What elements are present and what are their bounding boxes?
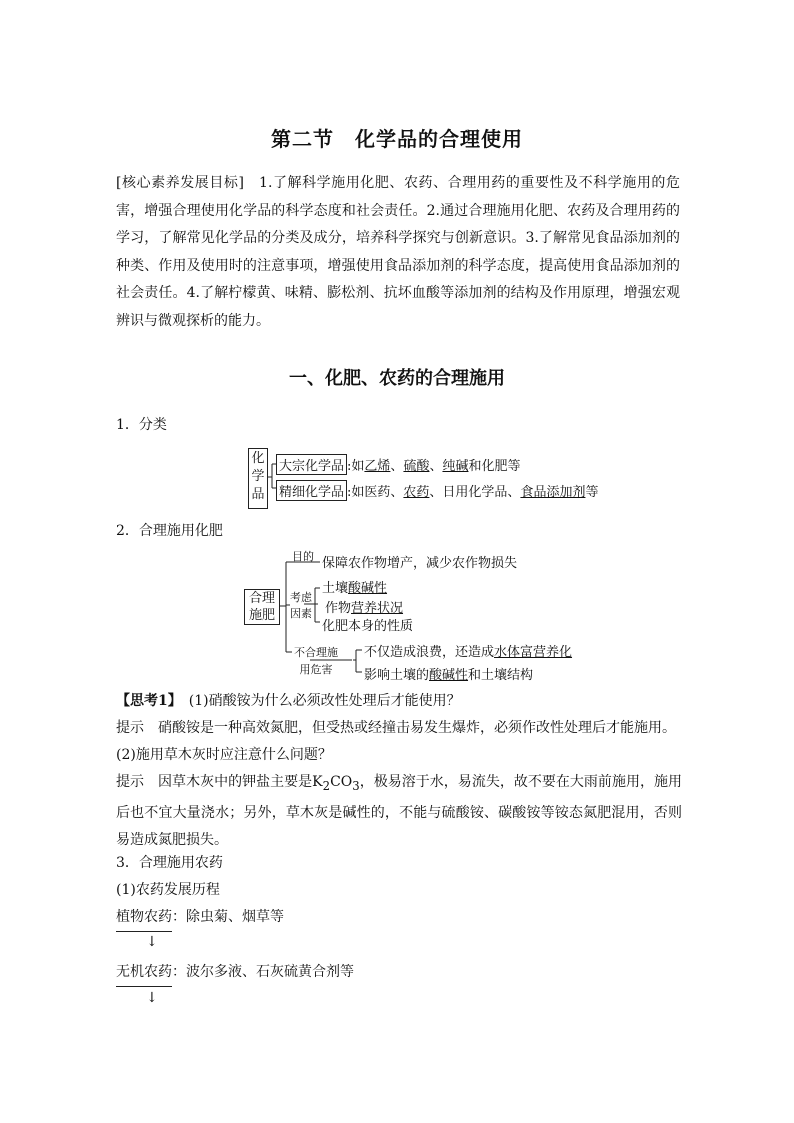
text: 不仅造成浪费，还造成 (364, 645, 495, 660)
text: ：波尔多液、石灰硫黄合剂等 (172, 964, 354, 980)
text: :如 (347, 459, 365, 474)
harm-waste (364, 641, 572, 660)
root-char: 品 (251, 487, 265, 502)
goal-label: [核心素养发展目标] (116, 175, 244, 191)
purpose-text: 保障农作物增产，减少农作物损失 (322, 556, 518, 571)
pesticide-history-heading: (1)农药发展历程 (116, 882, 220, 898)
fine-chemicals-label: 精细化学品 (276, 480, 347, 501)
text: 食品添加剂 (520, 485, 586, 500)
text: 乙烯 (364, 459, 391, 474)
bulk-chemicals-label: 大宗化学品 (276, 454, 347, 475)
text: ：除虫菊、烟草等 (172, 909, 284, 925)
factor-soil (322, 577, 387, 596)
think-answer-1 (116, 715, 682, 742)
text: 用危害 (299, 663, 333, 676)
page-title: 第二节 化学品的合理使用 (271, 127, 523, 151)
text: 土壤 (322, 581, 349, 596)
text: 影响土壤的 (364, 668, 430, 683)
think-question-2: (2)施用草木灰时应注意什么问题？ (116, 747, 332, 763)
text: 2 (322, 778, 331, 793)
text: 作物 (325, 601, 352, 616)
text: 等 (585, 485, 599, 500)
tip-label: 提示 (116, 720, 144, 736)
item-classification: 1．分类 (116, 417, 167, 433)
text: CO (330, 774, 353, 790)
text: 和化肥等 (468, 459, 521, 474)
factor-crop (325, 597, 403, 616)
think-question-1 (116, 688, 682, 715)
text: 因素 (290, 607, 312, 620)
down-arrow-icon: ↓ (146, 934, 158, 950)
text: 硫酸 (403, 459, 430, 474)
history-stage-plant (116, 904, 682, 932)
goal-text: 1.了解科学施用化肥、农药、合理用药的重要性及不科学施用的危害，增强合理使用化学品的科学态度和社会责任。2.通过合理施用化肥、农药及合理用药的学习，了解常见化学品的分类及成分，培养科学探究与创新意识。3.了解常见食品添加剂的种类、作用及使用时的注意事项，增强使用食品添加剂的科学态度，提高使用食品添加剂的社会责任。4.了解柠檬黄、味精、膨松剂、抗坏血酸等添加剂的结构及作用原理，增强宏观辨识与微观探析的能力。 (116, 175, 680, 329)
inorganic-pesticide-label: 无机农药 (116, 959, 172, 987)
text: :如医药、 (347, 485, 404, 500)
text: 硝酸铵是一种高效氮肥，但受热或经撞击易发生爆炸，必须作改性处理后才能施用。 (144, 720, 676, 736)
tip-label: 提示 (116, 774, 145, 790)
think-answer-2 (116, 769, 682, 854)
purpose-label: 目的 (292, 550, 314, 563)
section-heading: 一、化肥、农药的合理施用 (289, 368, 505, 389)
factors-label (290, 590, 312, 622)
root-char: 学 (251, 469, 265, 484)
text: 、日用化学品、 (429, 485, 521, 500)
text: 酸碱性 (429, 668, 469, 683)
text: 农药 (403, 485, 430, 500)
text: 和土壤结构 (468, 668, 534, 683)
text: ，极易溶于水，易流失，故不要在大雨前施用，施用后也不宜大量浇水；另外，草木灰是碱性的，不能与硫酸铵、碳酸铵等铵态氮肥混用，否则易造成氮肥损失。 (116, 774, 683, 848)
harm-soil (364, 664, 533, 683)
item-pesticide: 3．合理施用农药 (116, 855, 223, 871)
text: 酸碱性 (348, 581, 388, 596)
history-stage-inorganic (116, 959, 682, 987)
text: 营养状况 (351, 601, 404, 616)
root-line: 施肥 (248, 608, 275, 623)
text: 不合理施 (294, 646, 338, 659)
plant-pesticide-label: 植物农药 (116, 904, 172, 932)
text: 、 (429, 459, 443, 474)
down-arrow-icon: ↓ (146, 990, 158, 1006)
text: (1)硝酸铵为什么必须改性处理后才能使用？ (174, 693, 461, 709)
root-line: 合理 (248, 591, 275, 606)
think-label: 【思考1】 (116, 693, 175, 709)
text: 考虑 (290, 591, 312, 604)
factor-fertilizer: 化肥本身的性质 (322, 619, 414, 634)
text: 水体富营养化 (494, 645, 573, 660)
root-char: 化 (251, 451, 265, 466)
item-fertilizer: 2．合理施用化肥 (116, 523, 223, 539)
text: 因草木灰中的钾盐主要是K (144, 774, 323, 790)
text: 3 (352, 778, 360, 793)
harm-label (294, 644, 338, 678)
text: 、 (390, 459, 404, 474)
text: 纯碱 (442, 459, 469, 474)
